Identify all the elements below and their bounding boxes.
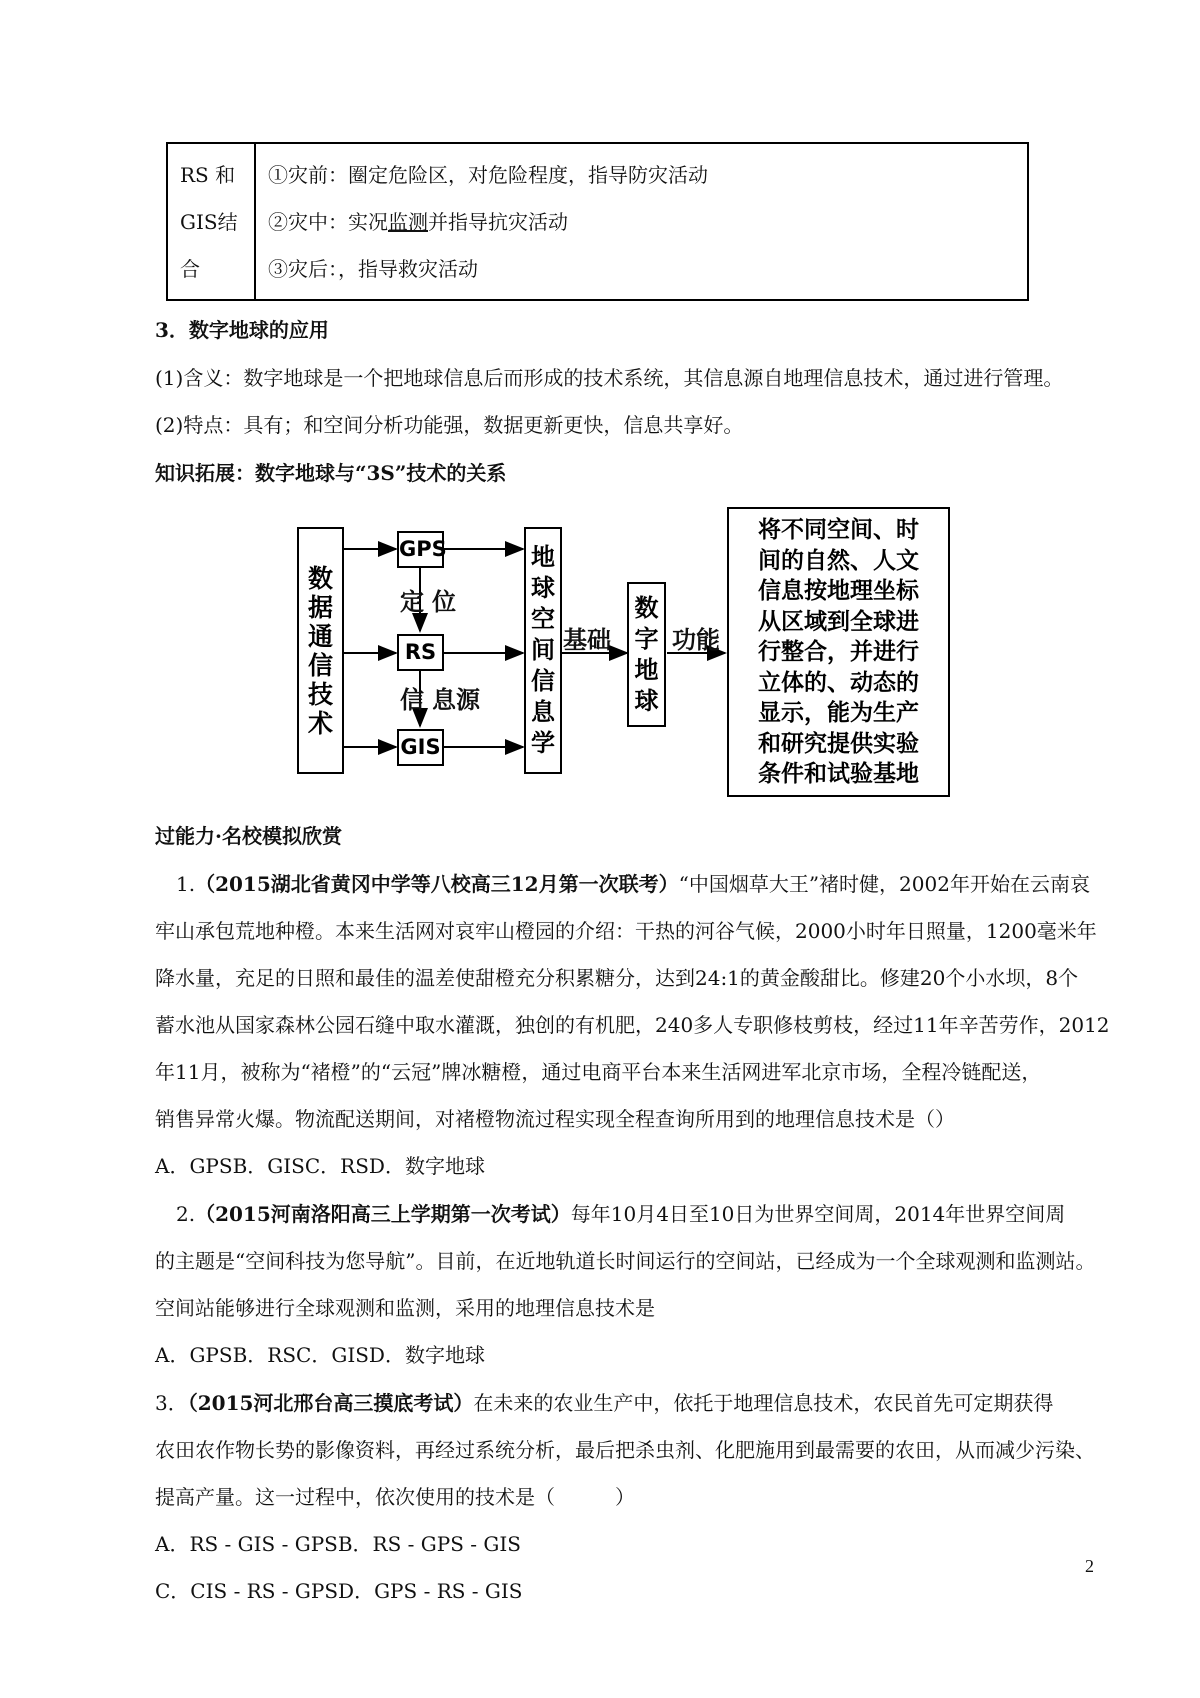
data-communication-box [297,527,344,774]
label-position-2: 位 [432,588,456,616]
gps-box: GPS [397,531,444,568]
function-line: 立体的、动态的 [758,669,919,696]
geospatial-informatics-box [524,527,562,774]
question-text: 在未来的农业生产中，依托于地理信息技术，农民首先可定期获得 [473,1391,1054,1415]
question-2-line: 的主题是“空间科技为您导航”。目前，在近地轨道长时间运行的空间站，已经成为一个全球观测和监测站。 [155,1249,1096,1273]
label-position-1: 定 [400,588,424,616]
box-char: 球 [531,574,555,602]
table-header-line-2: GIS结 [180,210,238,234]
question-number: 2. [176,1202,196,1226]
extension-title: 知识拓展：数字地球与“3S”技术的关系 [155,461,507,485]
question-source: （2015河南洛阳高三上学期第一次考试） [195,1202,571,1226]
box-char: 术 [307,708,333,738]
question-1-line: 销售异常火爆。物流配送期间，对褚橙物流过程实现全程查询所用到的地理信息技术是（） [155,1107,955,1131]
question-2-options: A．GPSB．RSC．GISD．数字地球 [155,1343,485,1367]
box-char: 技 [307,679,333,709]
box-char: 信 [531,667,555,695]
question-1-line: 牢山承包荒地种橙。本来生活网对哀牢山橙园的介绍：干热的河谷气候，2000小时年日照量，1200毫米年 [155,919,1097,943]
table-row-before-disaster: ①灾前：圈定危险区，对危险程度，指导防灾活动 [268,163,708,187]
box-char: 据 [307,592,333,622]
question-1-line: 降水量，充足的日照和最佳的温差使甜橙充分积累糖分，达到24:1的黄金酸甜比。修建20个小水坝，8个 [155,966,1079,990]
page-number: 2 [1085,1556,1094,1576]
3s-relationship-diagram [290,497,970,805]
digital-earth-box [627,582,666,727]
question-1-line: 年11月，被称为“褚橙”的“云冠”牌冰糖橙，通过电商平台本来生活网进军北京市场，全程冷链配送， [155,1060,1042,1084]
box-char: 间 [531,636,555,664]
disaster-table [166,142,1029,301]
question-text: 每年10月4日至10日为世界空间周，2014年世界空间周 [570,1202,1066,1226]
question-number: 1. [176,872,196,896]
table-divider [254,144,256,299]
function-description-box [727,507,950,797]
function-line: 将不同空间、时 [758,517,919,543]
box-char: 数 [307,563,333,593]
table-row-after-disaster: ③灾后：，指导救灾活动 [268,257,478,281]
definition-paragraph: (1)含义：数字地球是一个把地球信息后而形成的技术系统，其信息源自地理信息技术，通过进行管理。 [155,366,1064,390]
function-line: 信息按地理坐标 [758,578,919,604]
underlined-word: 监测 [388,210,428,234]
function-line: 条件和试验基地 [758,761,919,787]
features-paragraph: (2)特点：具有；和空间分析功能强，数据更新更快，信息共享好。 [155,413,744,437]
label-source-1: 信 [400,686,424,714]
section-title: 3．数字地球的应用 [155,318,329,342]
gis-box: GIS [397,729,444,766]
question-1-options: A．GPSB．GISC．RSD．数字地球 [155,1154,485,1178]
question-number: 3． [155,1391,188,1415]
box-char: 字 [634,624,659,653]
question-3-first-line [155,1389,1053,1417]
question-2-first-line [176,1200,1065,1228]
label-basis: 基础 [563,626,611,654]
box-char: 数 [634,593,659,622]
box-char: 球 [634,686,659,715]
question-source: （2015湖北省黄冈中学等八校高三12月第一次联考） [195,872,679,896]
question-text: “中国烟草大王”褚时健，2002年开始在云南哀 [678,872,1090,896]
question-3-line: 农田农作物长势的影像资料，再经过系统分析，最后把杀虫剂、化肥施用到最需要的农田，从而减少污染、 [155,1438,1095,1462]
function-line: 显示，能为生产 [758,700,919,726]
function-line: 间的自然、人文 [758,547,919,574]
table-row-during-disaster [268,208,568,236]
box-char: 学 [531,729,555,757]
table-header-line-1: RS 和 [180,163,236,187]
question-3-options-cd: C．CIS - RS - GPSD．GPS - RS - GIS [155,1579,523,1603]
question-3-line: 提高产量。这一过程中，依次使用的技术是（ ） [155,1485,635,1509]
question-1-first-line [176,870,1090,898]
box-char: 空 [531,605,555,633]
function-line: 从区域到全球进 [758,608,919,635]
function-line: 行整合，并进行 [758,639,919,665]
question-3-options-ab: A．RS - GIS - GPSB．RS - GPS - GIS [155,1532,521,1556]
row-text: ②灾中：实况 [268,210,388,234]
rs-box: RS [397,634,444,671]
table-header-line-3: 合 [180,257,200,281]
box-char: 地 [531,543,555,571]
row-text: 并指导抗灾活动 [428,210,568,234]
box-char: 息 [531,698,555,726]
label-source-2: 息源 [432,686,480,714]
function-line: 和研究提供实验 [758,730,919,757]
box-char: 通 [307,621,333,651]
question-2-line: 空间站能够进行全球观测和监测，采用的地理信息技术是 [155,1296,655,1320]
box-char: 地 [634,655,659,684]
box-char: 信 [307,650,333,680]
practice-title: 过能力·名校模拟欣赏 [155,824,342,848]
label-function: 功能 [672,626,720,654]
question-source: （2015河北邢台高三摸底考试） [187,1391,474,1415]
question-1-line: 蓄水池从国家森林公园石缝中取水灌溉，独创的有机肥，240多人专职修枝剪枝，经过11年辛苦劳作，2012 [155,1013,1110,1037]
